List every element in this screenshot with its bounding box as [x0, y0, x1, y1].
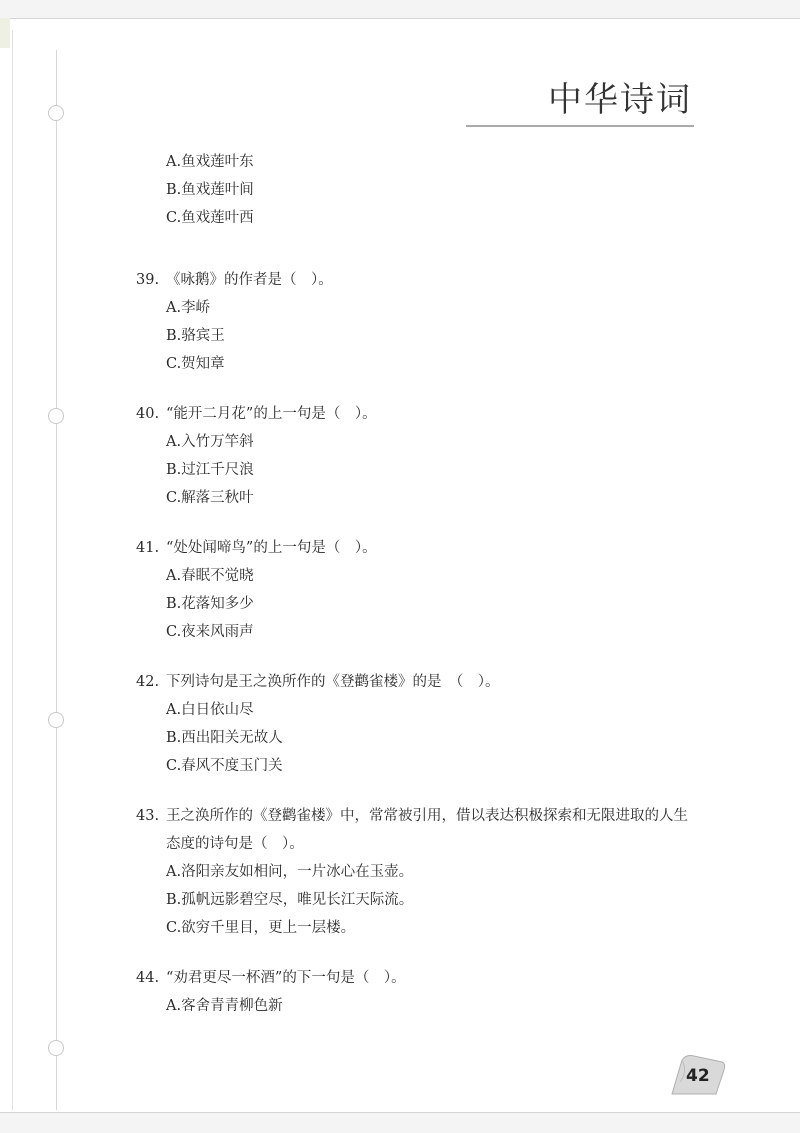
question-number: 43. — [136, 808, 160, 824]
binding-hole — [48, 1040, 64, 1056]
question-item — [136, 802, 716, 942]
answer-option: B.西出阳关无故人 — [166, 730, 283, 746]
answer-option: A.李峤 — [166, 300, 211, 316]
question-text: “能开二月花”的上一句是（ ）。 — [166, 406, 377, 422]
binding-hole — [48, 408, 64, 424]
page-title: 中华诗词 — [548, 80, 692, 120]
answer-option: C.解落三秋叶 — [166, 490, 254, 506]
binding-spine-line — [56, 50, 57, 1110]
page-number-tab — [668, 1052, 726, 1098]
question-item — [136, 400, 716, 512]
page-number: 42 — [686, 1066, 710, 1086]
question-text: 《咏鹅》的作者是（ ）。 — [166, 272, 333, 288]
continued-question — [136, 148, 716, 232]
answer-option: B.过江千尺浪 — [166, 462, 254, 478]
answer-option: B.骆宾王 — [166, 328, 225, 344]
question-text-continuation: 态度的诗句是（ ）。 — [166, 836, 304, 852]
question-number: 40. — [136, 406, 160, 422]
answer-option: A.白日依山尽 — [166, 702, 254, 718]
question-number: 42. — [136, 674, 160, 690]
question-item — [136, 964, 716, 1020]
answer-option: B.鱼戏莲叶间 — [166, 182, 254, 198]
question-number: 44. — [136, 970, 160, 986]
question-text: 下列诗句是王之涣所作的《登鹳雀楼》的是 （ ）。 — [166, 674, 500, 690]
answer-option: C.贺知章 — [166, 356, 225, 372]
answer-option: A.春眠不觉晓 — [166, 568, 254, 584]
question-number: 39. — [136, 272, 160, 288]
binding-hole — [48, 712, 64, 728]
question-text: 王之涣所作的《登鹳雀楼》中，常常被引用，借以表达积极探索和无限进取的人生 — [166, 808, 688, 824]
answer-option: A.入竹万竿斜 — [166, 434, 254, 450]
question-list — [136, 148, 716, 1042]
question-text: “处处闻啼鸟”的上一句是（ ）。 — [166, 540, 377, 556]
binding-hole — [48, 105, 64, 121]
answer-option: C.春风不度玉门关 — [166, 758, 283, 774]
question-text: “劝君更尽一杯酒”的下一句是（ ）。 — [166, 970, 406, 986]
answer-option: A.鱼戏莲叶东 — [166, 154, 254, 170]
scan-corner-mark — [0, 18, 10, 48]
answer-option: B.花落知多少 — [166, 596, 254, 612]
scan-bottom-edge — [0, 1112, 800, 1133]
question-item — [136, 668, 716, 780]
question-item — [136, 534, 716, 646]
question-number: 41. — [136, 540, 160, 556]
question-item — [136, 266, 716, 378]
answer-option: C.欲穷千里目，更上一层楼。 — [166, 920, 356, 936]
answer-option: C.鱼戏莲叶西 — [166, 210, 254, 226]
answer-option: A.洛阳亲友如相问，一片冰心在玉壶。 — [166, 864, 414, 880]
answer-option: B.孤帆远影碧空尽，唯见长江天际流。 — [166, 892, 414, 908]
title-underline — [466, 125, 694, 127]
answer-option: C.夜来风雨声 — [166, 624, 254, 640]
answer-option: A.客舍青青柳色新 — [166, 998, 283, 1014]
scan-top-edge — [0, 0, 800, 19]
